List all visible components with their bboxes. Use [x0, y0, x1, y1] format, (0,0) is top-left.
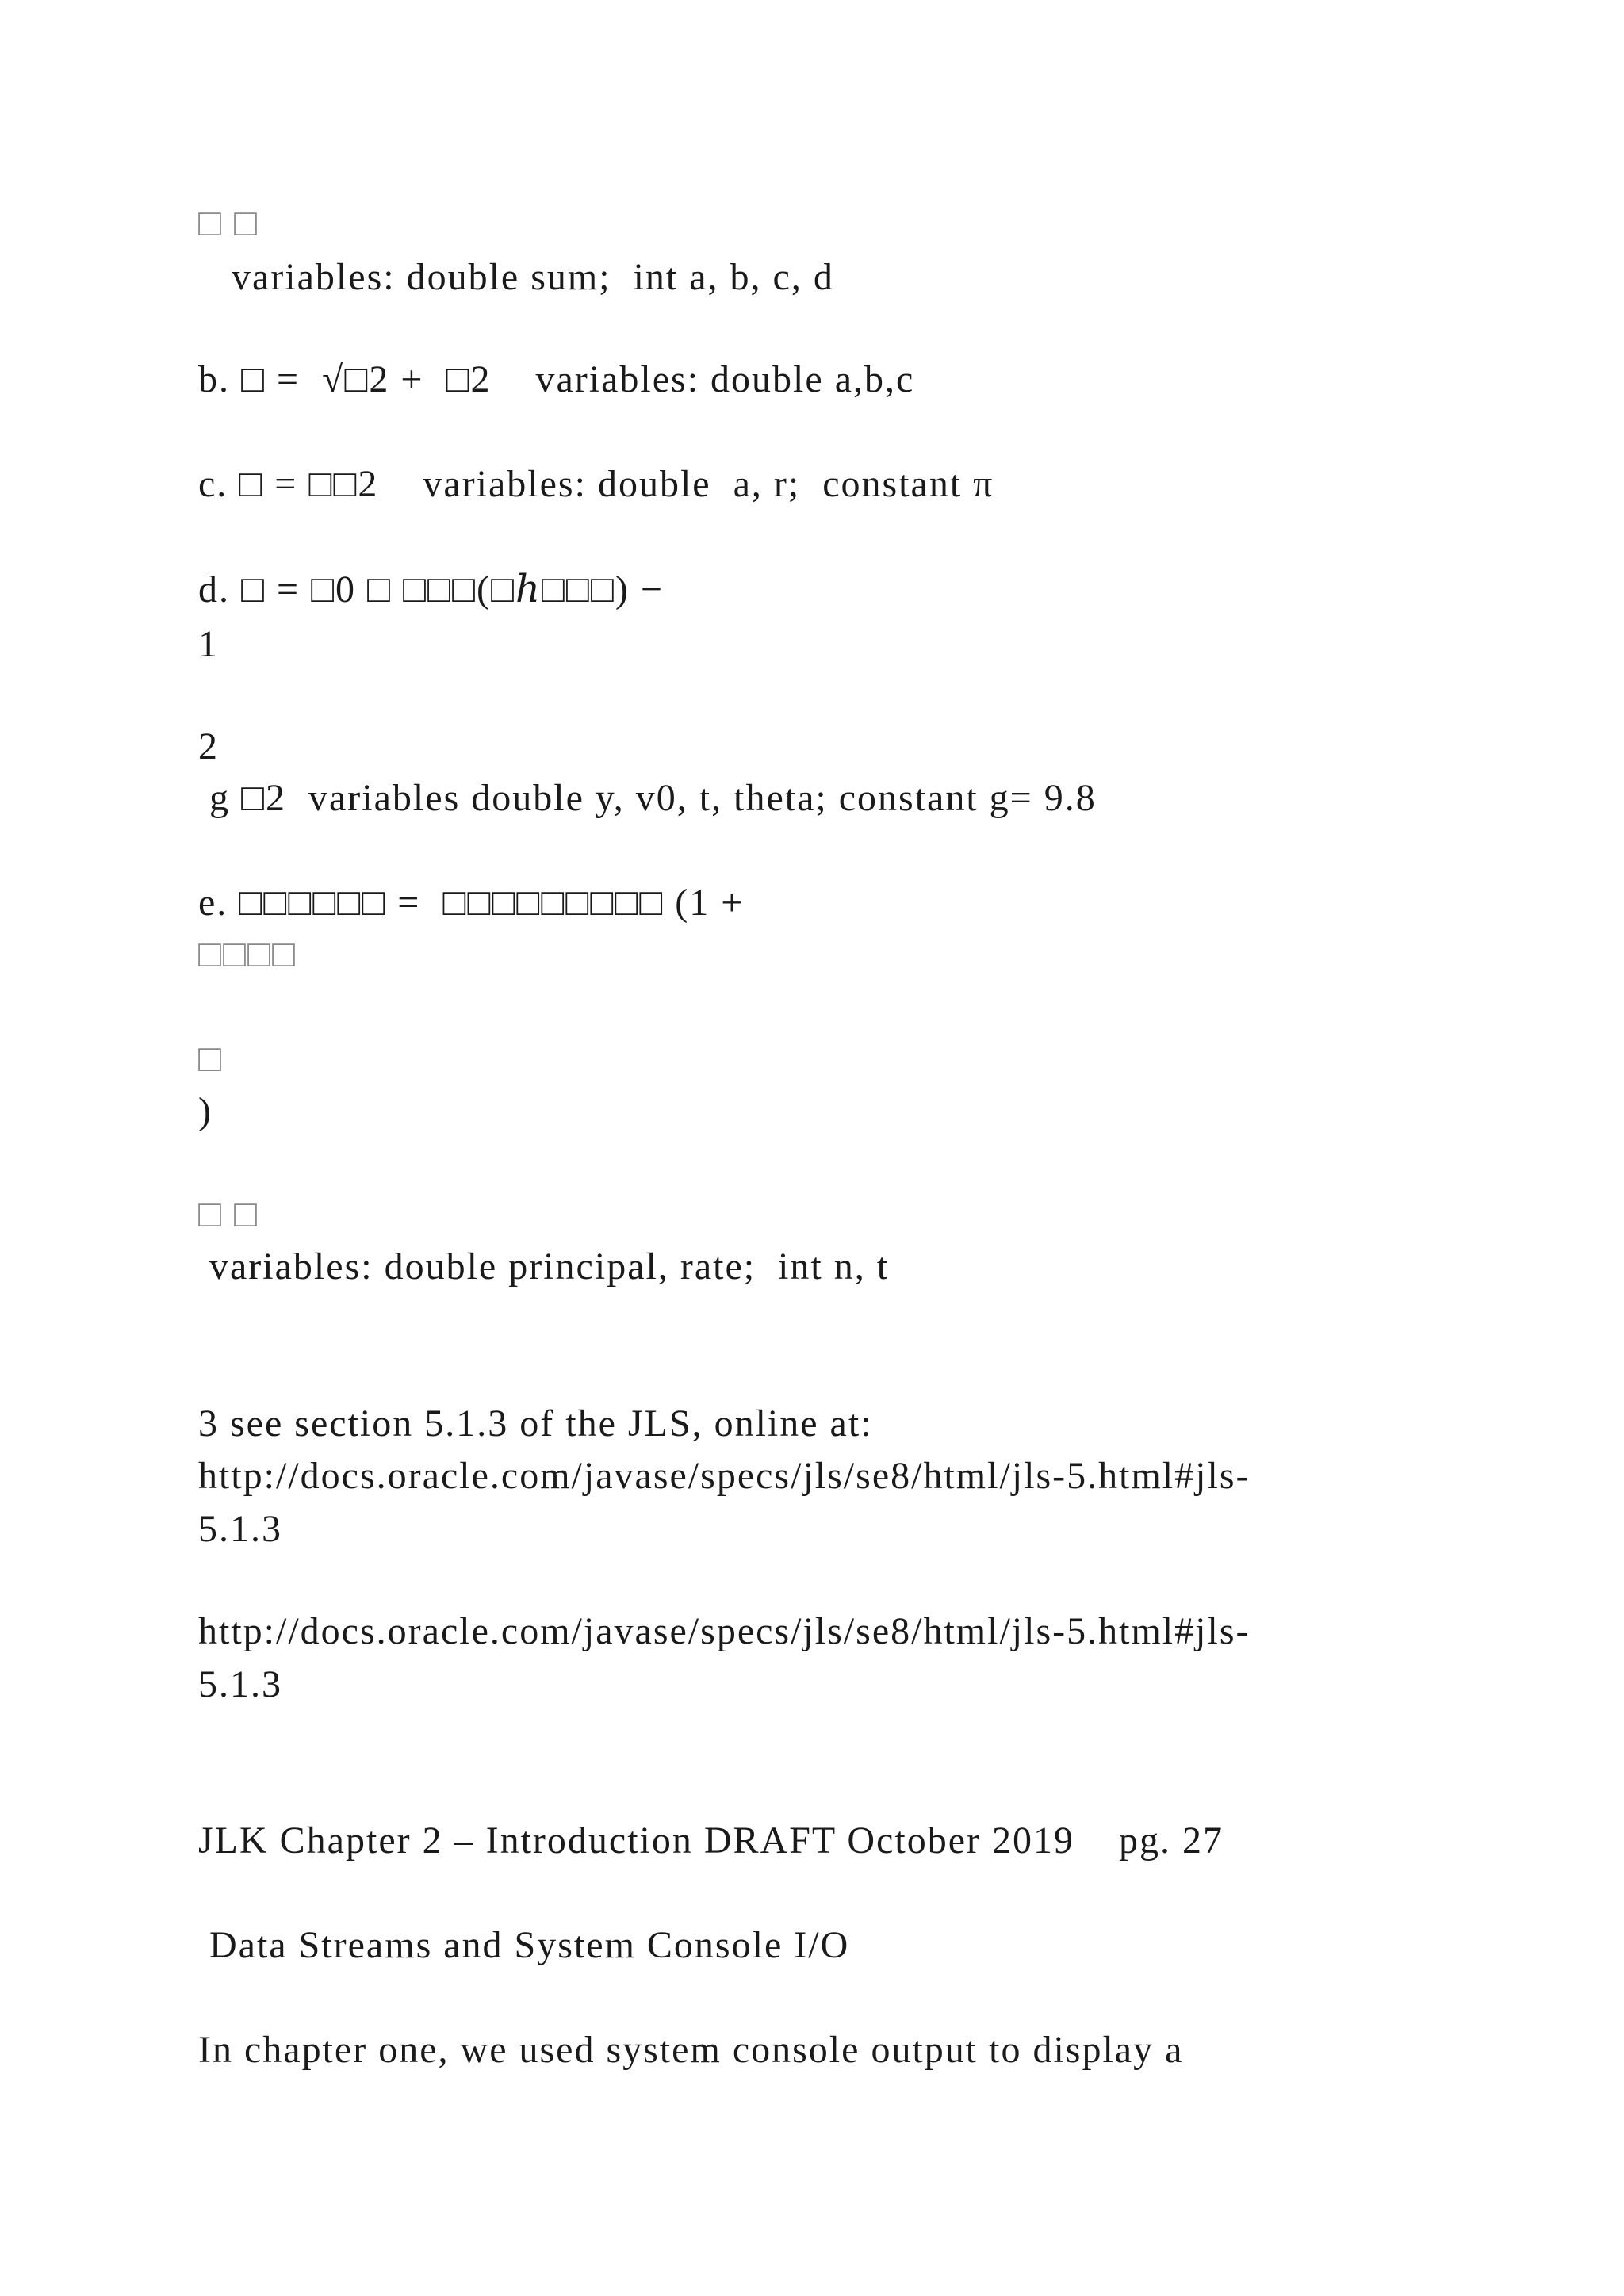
formula-e-variables: variables: double principal, rate; int n, t	[198, 1246, 890, 1288]
formula-e-fraction-glyphs: □ □	[198, 1193, 259, 1235]
footnote-url-repeat: http://docs.oracle.com/javase/specs/jls/se8/html/jls-5.html#jls-	[198, 1610, 1251, 1652]
formula-e-glyph: □	[198, 1038, 223, 1080]
footnote-url-repeat-suffix: 5.1.3	[198, 1663, 282, 1705]
formula-d-numerator: 1	[198, 623, 219, 665]
formula-e-glyphs: □□□□	[198, 933, 297, 975]
footnote-url: http://docs.oracle.com/javase/specs/jls/se8/html/jls-5.html#jls-	[198, 1455, 1251, 1497]
formula-c: c. □ = □□2 variables: double a, r; constant π	[198, 463, 994, 505]
formula-b: b. □ = √□2 + □2 variables: double a,b,c	[198, 358, 915, 400]
formula-e: e. □□□□□□ = □□□□□□□□□ (1 +	[198, 882, 745, 924]
formula-e-close-paren: )	[198, 1090, 213, 1132]
formula-d-variables: g □2 variables double y, v0, t, theta; constant g= 9.8	[198, 777, 1097, 819]
formula-d: d. □ = □0 □ □□□(□ℎ□□□) −	[198, 568, 664, 610]
formula-a-variables: variables: double sum; int a, b, c, d	[198, 256, 834, 298]
footnote-text: 3 see section 5.1.3 of the JLS, online at:	[198, 1402, 873, 1445]
footnote-url-suffix: 5.1.3	[198, 1508, 282, 1550]
page-footer: JLK Chapter 2 – Introduction DRAFT October 2019 pg. 27	[198, 1820, 1224, 1862]
body-paragraph-start: In chapter one, we used system console output to display a	[198, 2029, 1184, 2071]
section-heading: Data Streams and System Console I/O	[198, 1924, 850, 1966]
formula-d-denominator: 2	[198, 725, 219, 767]
formula-fraction-glyphs: □ □	[198, 202, 259, 244]
